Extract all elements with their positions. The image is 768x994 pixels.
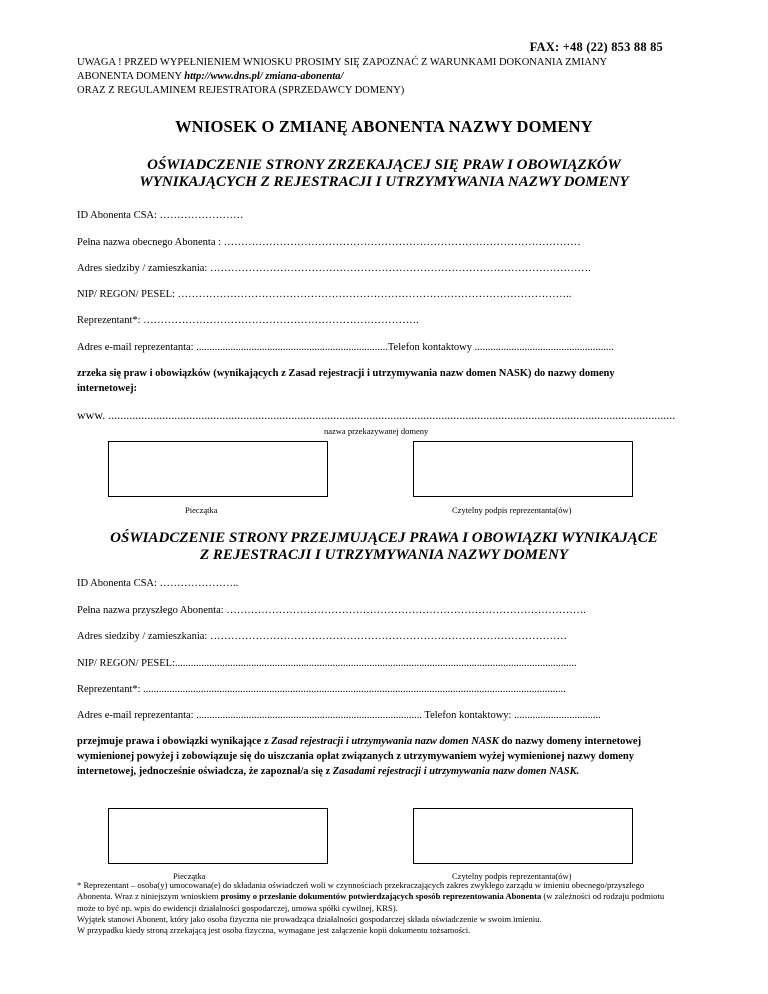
section2-title-line-1: OŚWIADCZENIE STRONY PRZEJMUJĄCEJ PRAWA I OBOWIĄZKI WYNIKAJĄCE [110, 530, 658, 546]
section1-title-line-2: WYNIKAJĄCYCH Z REJESTRACJI I UTRZYMYWANIA NAZWY DOMENY [139, 174, 629, 190]
s2-field-email-phone[interactable]: Adres e-mail reprezentanta: ...................................................................................... Telefon kontaktowy: ................................. [77, 710, 601, 721]
s1-field-email-phone[interactable]: Adres e-mail reprezentanta: .........................................................................Telefon kontaktowy ..................................................... [77, 342, 614, 353]
notice-line-3: ORAZ Z REGULAMINEM REJESTRATORA (SPRZEDAWCY DOMENY) [77, 85, 405, 96]
s2-field-name[interactable]: Pełna nazwa przyszłego Abonenta: …………………………………………………………………………………………. [77, 605, 586, 616]
notice-url[interactable]: http://www.dns.pl/ zmiana-abonenta/ [184, 71, 344, 82]
s2-field-representative[interactable]: Reprezentant*: ................................................................................................................................................................. [77, 684, 566, 695]
s1-signature-label: Czytelny podpis reprezentanta(ów) [452, 505, 572, 515]
s1-domain-caption: nazwa przekazywanej domeny [324, 426, 429, 436]
s2-field-address[interactable]: Adres siedziby / zamieszkania: ………………………………………………………………………………………… [77, 631, 567, 642]
s1-domain-field[interactable]: www. ............................................................................................................................................................................................. [77, 408, 676, 422]
s1-stamp-box[interactable] [108, 441, 328, 497]
s2-field-nip[interactable]: NIP/ REGON/ PESEL:......................................................................................................................................................... [77, 658, 577, 669]
s1-signature-box[interactable] [413, 441, 633, 497]
s1-field-name[interactable]: Pełna nazwa obecnego Abonenta : ………………………………………………………………………………………… [77, 237, 581, 248]
footnote-bold: prosimy o przesłanie dokumentów potwierdzających sposób reprezentowania Abonenta [220, 891, 542, 902]
s2-stamp-label: Pieczątka [173, 871, 206, 881]
section2-title-line-2: Z REJESTRACJI I UTRZYMYWANIA NAZWY DOMENY [200, 547, 568, 563]
s2-signature-box[interactable] [413, 808, 633, 864]
s1-stamp-label: Pieczątka [185, 505, 218, 515]
notice [77, 56, 697, 98]
s1-field-representative[interactable]: Reprezentant*: ……………………………………………………………………. [77, 315, 419, 326]
notice-line-1: UWAGA ! PRZED WYPEŁNIENIEM WNIOSKU PROSIMY SIĘ ZAPOZNAĆ Z WARUNKAMI DOKONANIA ZMIANY [77, 57, 608, 68]
s1-statement: zrzeka się praw i obowiązków (wynikających z Zasad rejestracji i utrzymywania nazw domen NASK) do nazwy domeny internetowej: [77, 368, 615, 394]
fax-number: FAX: +48 (22) 853 88 85 [529, 40, 663, 54]
footnote: * Reprezentant – osoba(y) umocowana(e) do składania oświadczeń woli w czynnościach przekraczających zakres zwykłego zarządu w imieniu obecnego/przyszłego Abonenta. Wraz z niniejszym wnioskiem prosimy o przesłanie dokumentów potwierdzających sposób reprezentowania Abonenta (w zależności od rodzaju podmiotu może to być np. wpis do ewidencji działalności gospodarczej, umowa spółki cywilnej, KRS). Wyjątek stanowi Abonent, który jako osoba fizyczna nie prowadząca działalności gospodarczej składa oświadczenie w swoim imieniu. W przypadku kiedy stroną zrzekającą jest osoba fizyczna, wymagane jest załączenie kopii dokumentu tożsamości. [77, 880, 665, 936]
s2-statement: przejmuje prawa i obowiązki wynikające z Zasad rejestracji i utrzymywania nazw domen NASK do nazwy domeny internetowej wymienionej powyżej i zobowiązuje się do uiszczania opłat związanych z utrzymywaniem wyżej wymienionej nazwy domeny internetowej, jednocześnie oświadcza, że zapoznał/a się z Zasadami rejestracji i utrzymywania nazw domen NASK. [77, 736, 642, 777]
page-title: WNIOSEK O ZMIANĘ ABONENTA NAZWY DOMENY [175, 117, 593, 136]
section2-title [70, 530, 698, 564]
s2-signature-label: Czytelny podpis reprezentanta(ów) [452, 871, 572, 881]
notice-line-2: ABONENTA DOMENY http://www.dns.pl/ zmiana-abonenta/ [77, 71, 344, 82]
s1-field-nip[interactable]: NIP/ REGON/ PESEL: ………………………………………………………………………………………………….. [77, 289, 572, 300]
s1-field-address[interactable]: Adres siedziby / zamieszkania: ………………………………………………………………………………………………. [77, 263, 591, 274]
section1-title-line-1: OŚWIADCZENIE STRONY ZRZEKAJĄCEJ SIĘ PRAW I OBOWIĄZKÓW [147, 157, 621, 173]
s2-stamp-box[interactable] [108, 808, 328, 864]
s2-field-id[interactable]: ID Abonenta CSA: ………………….. [77, 578, 239, 589]
s1-field-id[interactable]: ID Abonenta CSA: …………………… [77, 210, 244, 221]
section1-title [70, 157, 698, 191]
